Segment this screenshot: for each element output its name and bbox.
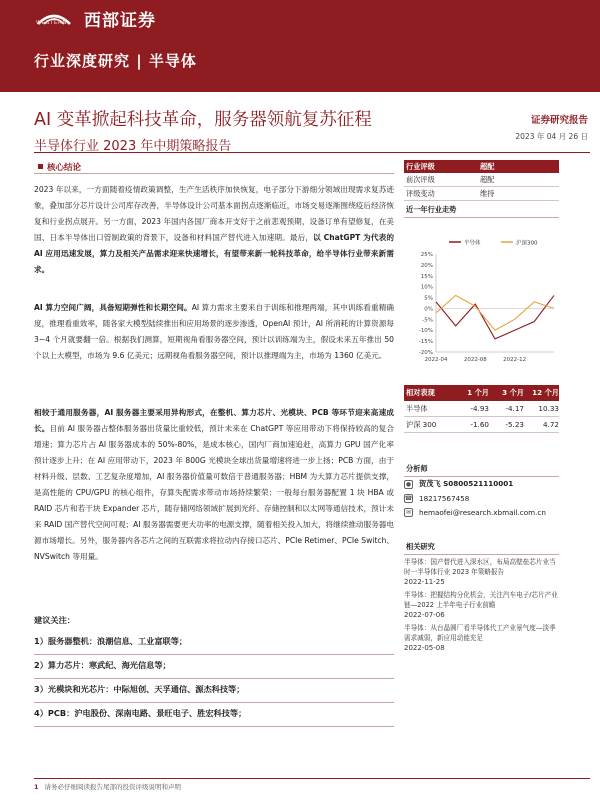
analyst-block (404, 460, 559, 519)
perf-header-cell: 3 个月 (502, 388, 524, 397)
rating-row-value: 超配 (480, 174, 495, 184)
table-row (404, 417, 559, 433)
table-row (404, 401, 559, 417)
footer (34, 782, 181, 791)
report-date: 2023 年 04 月 26 日 (515, 132, 588, 141)
page-title: AI 变革掀起科技革命，服务器领航复苏征程 (34, 110, 372, 130)
x-tick-label: 2022-04 (424, 357, 448, 363)
series-line (436, 295, 554, 330)
analyst-heading: 分析师 (404, 464, 559, 477)
y-tick-label: 0% (424, 306, 433, 313)
paragraph-ai-server (34, 405, 394, 565)
brand-en: WESTERN (36, 20, 67, 26)
recommend-divider (34, 702, 394, 703)
mail-icon: ✉ (405, 508, 412, 516)
perf-header-cell: 相对表现 (406, 388, 435, 397)
recommend-item: 4）PCB：沪电股份、深南电路、景旺电子、胜宏科技等； (34, 708, 247, 718)
perf-cell: -4.17 (505, 404, 524, 413)
perf-header-cell: 12 个月 (532, 388, 559, 397)
page-subtitle: 半导体行业 2023 年中期策略报告 (34, 139, 232, 154)
main-column (34, 160, 394, 718)
analyst-name-line (404, 477, 559, 491)
perf-header-cell: 1 个月 (467, 388, 489, 397)
recommend-divider (34, 678, 394, 679)
paragraph-ai-compute (34, 300, 394, 364)
square-bullet-icon (38, 164, 43, 169)
perf-cell: 沪深 300 (406, 419, 437, 429)
rating-row (404, 173, 559, 187)
trend-label: 近一年行业走势 (404, 205, 559, 218)
intro-text: 2023 年以来，一方面随着疫情政策调整，生产生活秩序加快恢复，电子部分下游细分领域出现需求复苏迹象，叠加部分芯片设计公司库存改善，半导体设计公司基本面拐点逐渐临近，市场交易逐渐围绕疫后经济恢复和行业拐点展开。另一方面，2023 年国内各国厂商本开支好于之前悲观预期，设备订单有望修复，在美国、日本半导体出口管制政策的背景下，设备和材料国产替代进入加速期。最后， (34, 185, 394, 242)
rating-row-value: 维持 (480, 188, 495, 198)
performance-table (404, 385, 559, 433)
rating-label: 行业评级 (406, 161, 435, 171)
perf-cell: -4.93 (470, 404, 489, 413)
header-banner (0, 0, 600, 92)
core-heading: 核心结论 (47, 162, 82, 173)
recommend-divider (34, 654, 394, 655)
x-tick-label: 2022-08 (463, 357, 487, 363)
person-icon: ● (405, 480, 412, 488)
analyst-phone-line (404, 491, 559, 505)
y-tick-label: 15% (420, 273, 433, 280)
report-type: 证券研究报告 (530, 115, 588, 126)
perf-cell: 10.33 (538, 404, 559, 413)
paragraph-intro (34, 182, 394, 278)
ai-server-bold: 相较于通用服务器，AI 服务器主要采用异构形式，在整机、算力芯片、光模块、PCB 等环节迎来高速成长。 (34, 408, 394, 433)
title-divider (34, 152, 590, 153)
intro-bold: 以 ChatGPT 为代表的 AI 应用迅速发展，算力及相关产品需求迎来快速增长，有望带来新一轮科技革命，给半导体行业带来新需求。 (34, 233, 394, 274)
ai-compute-bold: AI 算力空间广阔，具备短期弹性和长期空间。 (34, 303, 192, 312)
analyst-name: 贺茂飞 S0800521110001 (419, 479, 514, 488)
rating-row-label: 前次评级 (406, 174, 435, 184)
rating-value: 超配 (480, 161, 495, 171)
recommend-heading: 建议关注： (34, 615, 75, 625)
phone-icon: ☎ (404, 494, 413, 502)
y-tick-label: -15% (418, 339, 433, 346)
related-item[interactable]: 半导体：国产替代进入深水区，布局高壁垒芯片业当时一半导体行业 2023 年策略报告 (404, 558, 556, 576)
recommend-item: 1）服务器整机：浪潮信息、工业富联等； (34, 636, 188, 646)
y-tick-label: 5% (424, 295, 433, 302)
related-date: 2022-11-25 (404, 578, 445, 586)
analyst-email[interactable]: hemaofei@research.xbmail.com.cn (419, 507, 546, 517)
y-tick-label: -10% (418, 328, 433, 335)
y-tick-label: -5% (422, 317, 433, 324)
legend-label: 半导体 (464, 240, 481, 247)
recommend-divider (34, 726, 394, 727)
y-tick-label: -20% (418, 350, 433, 356)
trend-chart (404, 232, 559, 372)
core-section-header (34, 160, 394, 174)
related-research (404, 538, 559, 654)
y-tick-label: 25% (420, 252, 433, 258)
ai-compute-text: AI 算力需求主要来自于训练和推理两端，其中训练看重精确度，推理看重效率，随各家大模型陆续推出和应用场景的逐步渗透，OpenAI 预计，AI 所消耗的计算资源每 3~4 个月就要翻一倍。根据我们测算，短期视角看服务器空间，预计以训练端为主，假设未来五年推出 50 个以上大模型，市场为 9.6 亿美元；远期视角看服务器空间，预计以推理端为主，市场为 1360 亿美元。 (34, 303, 394, 360)
related-item[interactable]: 半导体：把握结构分化机会，关注汽车电子/芯片产业链—2022 上半年电子行业前瞻 (404, 591, 558, 609)
perf-cell: 半导体 (406, 403, 428, 413)
perf-cell: 4.72 (542, 420, 559, 429)
related-heading: 相关研究 (404, 542, 559, 555)
recommend-item: 3）光模块和光芯片：中际旭创、天孚通信、源杰科技等； (34, 684, 245, 694)
rating-row (404, 187, 559, 201)
related-date: 2022-07-06 (404, 611, 445, 619)
brand-name: 西部证券 (84, 11, 156, 31)
legend-label: 沪深300 (516, 240, 538, 247)
footer-disclaimer: 请务必仔细阅读报告尾部的投资评级说明和声明 (44, 783, 182, 791)
related-date: 2022-05-08 (404, 644, 445, 652)
related-item[interactable]: 半导体：从台晶圆厂看半导体代工产业景气度—淡季需求减弱，新应用动能充足 (404, 624, 556, 642)
analyst-email-line (404, 505, 559, 519)
sidebar (404, 160, 559, 652)
rating-row-label: 评级变动 (406, 188, 435, 198)
y-tick-label: 20% (420, 262, 433, 269)
x-tick-label: 2022-12 (503, 357, 527, 363)
header-title: 行业深度研究 | 半导体 (34, 52, 197, 70)
perf-cell: -5.23 (505, 420, 524, 429)
recommend-item: 2）算力芯片：寒武纪、海光信息等； (34, 660, 171, 670)
performance-header-row (404, 385, 559, 401)
analyst-phone: 18217567458 (419, 493, 470, 503)
footer-divider (34, 778, 590, 779)
series-line (436, 295, 554, 339)
page-number: 1 (34, 783, 39, 791)
ai-server-text: 目前 AI 服务器占整体服务器出货量比重较低，预计未来在 ChatGPT 等应用带动下将保持较高的复合增速；算力芯片占 AI 服务器成本的 50%-80%，是成本核心，国内厂商加速追赶，高算力 GPU 国产化率预计逐步上升；在 AI 应用带动下，2023 年 800G 光模块全球出货量增速将进一步上扬；PCB 方面，由于材料升级、层数、工艺复杂度增加，AI 服务器价值量可数倍于普通服务器；HBM 为大算力芯片提供支撑，是高性能的 CPU/GPU 的核心组件，存算失配需求带动市场持续繁荣；一般每台服务器配置 1 块 HBA 或 RAID 芯片和若干块 Expander 芯片，随存储网络领域扩展到光纤、存储控制和以太网等通信技术，预计未来 RAID 国产替代空间可观；AI 服务器需要更大功率的电源支撑，随着相关投入加大，将继续推动服务器电源市场增长。另外，服务器内各芯片之间的互联需求将拉动内存接口芯片、PCIe Retimer、PCIe Switch、NVSwitch 等用量。 (34, 424, 394, 561)
rating-header (404, 160, 559, 173)
perf-cell: -1.60 (470, 420, 489, 429)
y-tick-label: 10% (420, 284, 433, 291)
